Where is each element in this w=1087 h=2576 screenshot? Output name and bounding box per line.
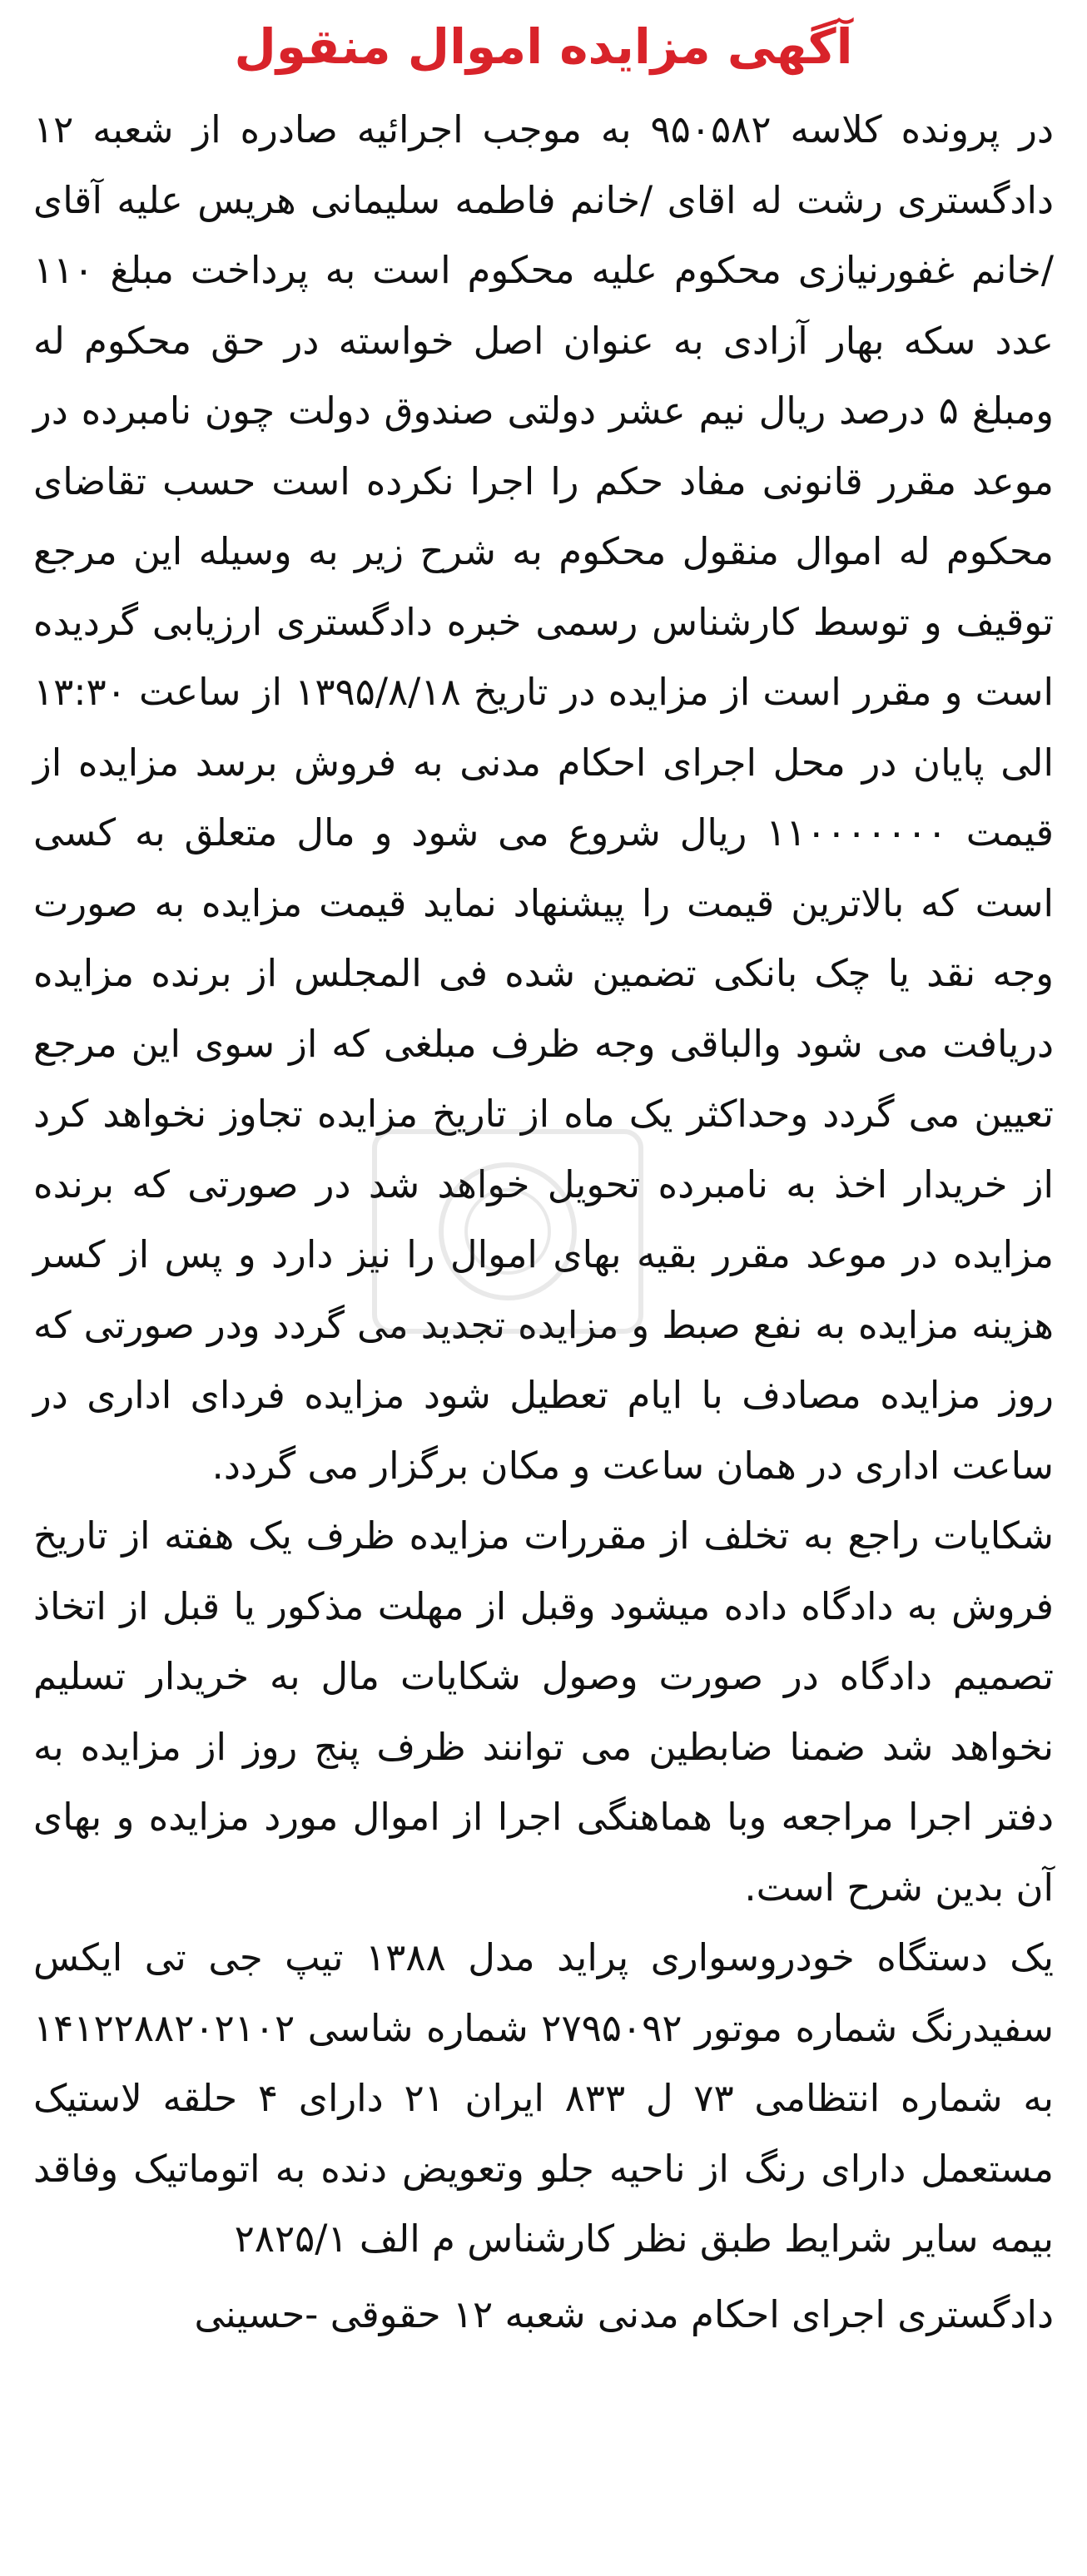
- notice-body: [33, 95, 1054, 2350]
- notice-title: آگهی مزایده اموال منقول: [234, 18, 853, 75]
- notice-signature: دادگستری اجرای احکام مدنی شعبه ۱۲ حقوقی -حسینی: [194, 2291, 1054, 2336]
- notice-paragraph-item-description: یک دستگاه خودروسواری پراید مدل ۱۳۸۸ تیپ جی تی ایکس سفیدرنگ شماره موتور ۲۷۹۵۰۹۲ شماره شاسی ۱۴۱۲۲۸۸۲۰۲۱۰۲ به شماره انتظامی ۷۳ ل ۸۳۳ ایران ۲۱ دارای ۴ حلقه لاستیک مستعمل دارای رنگ از ناحیه جلو وتعویض دنده به اتوماتیک وفاقد بیمه سایر شرایط طبق نظر کارشناس م الف ۲۸۲۵/۱: [33, 1935, 1054, 2261]
- notice-paragraph-complaints: شکایات راجع به تخلف از مقررات مزایده ظرف یک هفته از تاریخ فروش به دادگاه داده میشود وقبل از مهلت مذکور یا قبل از اتخاذ تصمیم دادگاه در صورت وصول شکایات مال به خریدار تسلیم نخواهد شد ضمنا ضابطین می توانند ظرف پنج روز از مزایده به دفتر اجرا مراجعه وبا هماهنگی اجرا از اموال مورد مزایده و بهای آن بدین شرح است.: [33, 1513, 1054, 1910]
- notice-paragraph-terms: در پرونده کلاسه ۹۵۰۵۸۲ به موجب اجرائیه صادره از شعبه ۱۲ دادگستری رشت له اقای /خانم فاطمه سلیمانی هریس علیه آقای /خانم غفورنیازی محکوم علیه محکوم است به پرداخت مبلغ ۱۱۰ عدد سکه بهار آزادی به عنوان اصل خواسته در حق محکوم له ومبلغ ۵ درصد ریال نیم عشر دولتی صندوق دولت چون نامبرده در موعد مقرر قانونی مفاد حکم را اجرا نکرده است حسب تقاضای محکوم له اموال منقول محکوم به شرح زیر به وسیله این مرجع توقیف و توسط کارشناس رسمی خبره دادگستری ارزیابی گردیده است و مقرر است از مزایده در تاریخ ۱۳۹۵/۸/۱۸ از ساعت ۱۳:۳۰ الی پایان در محل اجرای احکام مدنی به فروش برسد مزایده از قیمت ۱۱۰۰۰۰۰۰۰ ریال شروع می شود و مال متعلق به کسی است که بالاترین قیمت را پیشنهاد نماید قیمت مزایده به صورت وجه نقد یا چک بانکی تضمین شده فی المجلس از برنده مزایده دریافت می شود والباقی وجه ظرف مبلغی که از سوی این مرجع تعیین می گردد وحداکثر یک ماه از تاریخ مزایده تجاوز نخواهد کرد از خریدار اخذ به نامبرده تحویل خواهد شد در صورتی که برنده مزایده در موعد مقرر بقیه بهای اموال را نیز دارد و پس از کسر هزینه مزایده به نفع صبط و مزایده تجدید می گردد ودر صورتی که روز مزایده مصادف با ایام تعطیل شود مزایده فردای اداری در ساعت اداری در همان ساعت و مکان برگزار می گردد.: [33, 107, 1055, 1488]
